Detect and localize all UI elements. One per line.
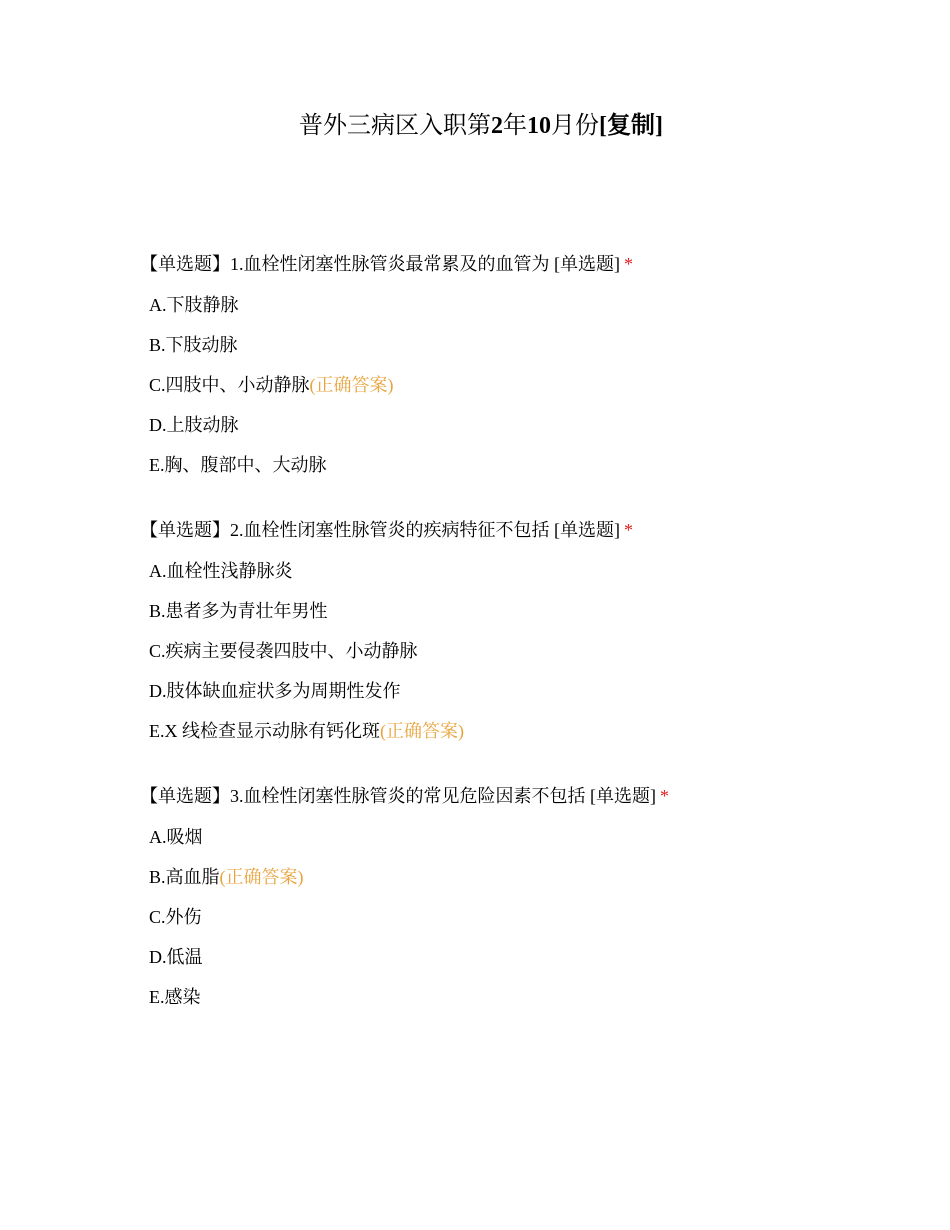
option-d <box>149 678 900 704</box>
option-text: D.肢体缺血症状多为周期性发作 <box>149 681 401 701</box>
option-text: A.下肢静脉 <box>149 295 239 315</box>
option-text: E.X 线检查显示动脉有钙化斑 <box>149 721 380 741</box>
option-list <box>140 824 900 1010</box>
title-number-month: 10 <box>527 113 551 139</box>
option-text: B.高血脂 <box>149 867 220 887</box>
correct-answer-label: (正确答案) <box>380 721 464 741</box>
option-a <box>149 824 900 850</box>
option-c <box>149 904 900 930</box>
option-e <box>149 452 900 478</box>
option-a <box>149 292 900 318</box>
title-number-year: 2 <box>491 113 503 139</box>
option-text: B.下肢动脉 <box>149 335 238 355</box>
page-title <box>0 110 950 142</box>
required-marker: * <box>660 786 669 806</box>
question-2-text: 【单选题】2.血栓性闭塞性脉管炎的疾病特征不包括 [单选题] <box>140 520 620 540</box>
option-d <box>149 412 900 438</box>
option-text: D.低温 <box>149 947 203 967</box>
correct-answer-label: (正确答案) <box>219 867 304 887</box>
option-text: C.外伤 <box>149 907 202 927</box>
question-text <box>140 250 900 278</box>
title-prefix: 普外三病区入职第 <box>299 113 491 139</box>
title-suffix: 月份 <box>551 113 599 139</box>
option-text: E.感染 <box>149 987 201 1007</box>
option-b <box>149 598 900 624</box>
option-text: E.胸、腹部中、大动脉 <box>149 455 327 475</box>
option-text: C.四肢中、小动静脉 <box>149 375 310 395</box>
option-e <box>149 718 900 744</box>
option-b <box>149 332 900 358</box>
question-list <box>140 250 900 1048</box>
option-text: B.患者多为青壮年男性 <box>149 601 328 621</box>
option-c <box>149 638 900 664</box>
question-3 <box>140 782 900 1010</box>
option-e <box>149 984 900 1010</box>
question-1 <box>140 250 900 478</box>
option-b <box>149 864 900 890</box>
title-tag: [复制] <box>599 113 663 139</box>
option-d <box>149 944 900 970</box>
option-list <box>140 292 900 478</box>
required-marker: * <box>624 254 633 274</box>
option-a <box>149 558 900 584</box>
required-marker: * <box>624 520 633 540</box>
question-2 <box>140 516 900 744</box>
question-text <box>140 516 900 544</box>
option-c <box>149 372 900 398</box>
option-list <box>140 558 900 744</box>
option-text: A.吸烟 <box>149 827 203 847</box>
option-text: A.血栓性浅静脉炎 <box>149 561 293 581</box>
question-text <box>140 782 900 810</box>
option-text: C.疾病主要侵袭四肢中、小动静脉 <box>149 641 418 661</box>
title-mid: 年 <box>503 113 527 139</box>
question-1-text: 【单选题】1.血栓性闭塞性脉管炎最常累及的血管为 [单选题] <box>140 254 620 274</box>
question-3-text: 【单选题】3.血栓性闭塞性脉管炎的常见危险因素不包括 [单选题] <box>140 786 656 806</box>
option-text: D.上肢动脉 <box>149 415 239 435</box>
correct-answer-label: (正确答案) <box>309 375 394 395</box>
